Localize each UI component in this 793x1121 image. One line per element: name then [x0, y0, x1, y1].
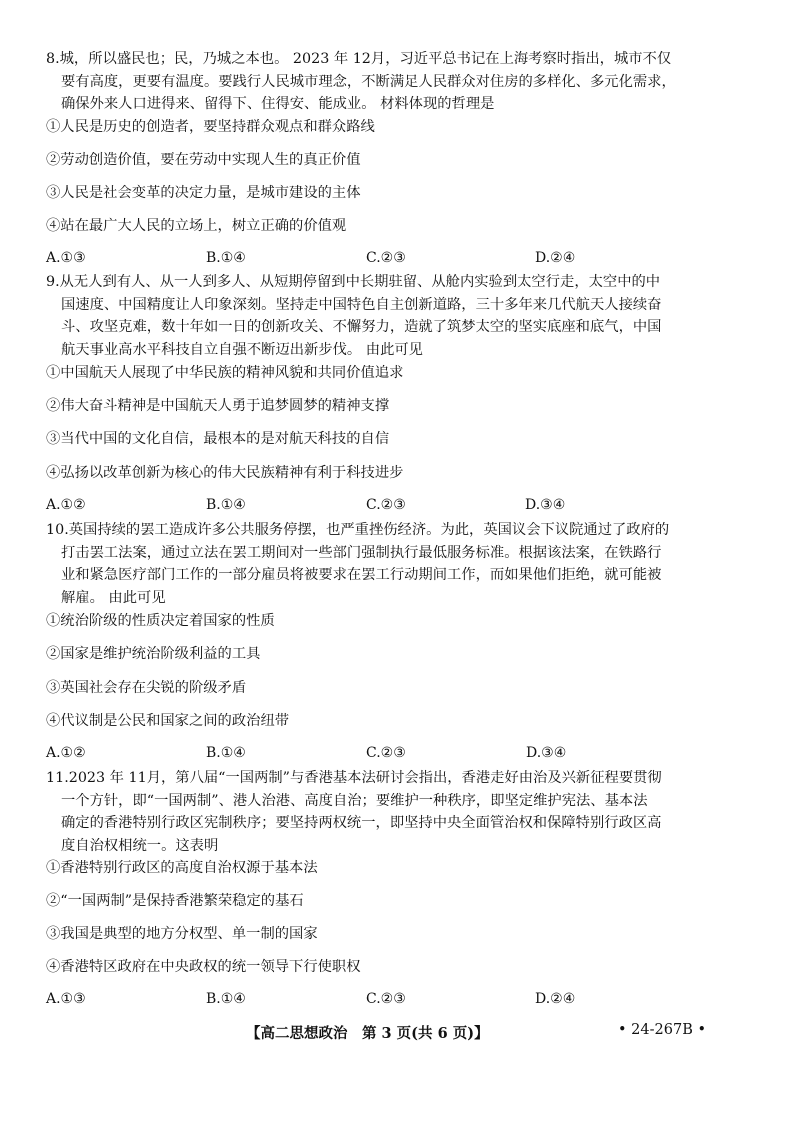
question-stem — [46, 271, 758, 361]
option-b[interactable]: B.①④ — [206, 497, 246, 513]
stem-line: 打击罢工法案，通过立法在罢工期间对一些部门强制执行最低服务标准。根据该法案，在铁路行 — [61, 544, 662, 561]
statement-3: ③我国是典型的地方分权型、单一制的国家 — [46, 926, 318, 942]
question-10 — [46, 519, 758, 761]
statement-3: ③英国社会存在尖锐的阶级矛盾 — [46, 680, 247, 696]
statement-1: ①统治阶级的性质决定着国家的性质 — [46, 613, 275, 629]
stem-line: 要有高度，更要有温度。要践行人民城市理念，不断满足人民群众对住房的多样化、多元化需求， — [61, 73, 676, 90]
statement-1: ①人民是历史的创造者，要坚持群众观点和群众路线 — [46, 119, 375, 135]
statement-2: ②国家是维护统治阶级利益的工具 — [46, 646, 261, 662]
option-a[interactable]: A.①② — [46, 745, 86, 761]
stem-line: 国速度、中国精度让人印象深刻。坚持走中国特色自主创新道路，三十多年来几代航天人接续奋 — [61, 296, 662, 313]
option-c[interactable]: C.②③ — [366, 250, 406, 266]
question-stem — [46, 767, 758, 857]
stem-line: 度自治权相统一。这表明 — [61, 837, 219, 854]
option-d[interactable]: D.②④ — [535, 250, 576, 266]
page-footer — [0, 1022, 793, 1044]
stem-line: 业和紧急医疗部门工作的一部分雇员将被要求在罢工行动期间工作，而如果他们拒绝，就可能被 — [61, 567, 662, 583]
statement-4: ④弘扬以改革创新为核心的伟大民族精神有利于科技进步 — [46, 465, 404, 481]
option-c[interactable]: C.②③ — [366, 497, 406, 513]
statement-2: ②伟大奋斗精神是中国航天人勇于追梦圆梦的精神支撑 — [46, 398, 390, 414]
statement-4: ④站在最广大人民的立场上，树立正确的价值观 — [46, 218, 347, 234]
option-b[interactable]: B.①④ — [206, 991, 246, 1007]
statement-1: ①香港特别行政区的高度自治权源于基本法 — [46, 860, 318, 876]
question-stem — [46, 519, 758, 609]
option-a[interactable]: A.①③ — [46, 991, 86, 1007]
stem-line: 10.英国持续的罢工造成许多公共服务停摆，也严重挫伤经济。为此，英国议会下议院通过了政府的 — [46, 522, 670, 538]
stem-line: 确定的香港特别行政区宪制秩序；要坚持两权统一，即坚持中央全面管治权和保障特别行政区高 — [61, 815, 662, 831]
option-d[interactable]: D.③④ — [525, 497, 566, 513]
statement-2: ②“一国两制”是保持香港繁荣稳定的基石 — [46, 893, 304, 909]
statement-4: ④香港特区政府在中央政权的统一领导下行使职权 — [46, 959, 361, 975]
option-c[interactable]: C.②③ — [366, 745, 406, 761]
question-stem — [46, 48, 758, 116]
option-a[interactable]: A.①③ — [46, 250, 86, 266]
statement-3: ③人民是社会变革的决定力量，是城市建设的主体 — [46, 185, 361, 201]
stem-line: 斗、攻坚克难，数十年如一日的创新攻关、不懈努力，造就了筑梦太空的坚实底座和底气，中国 — [61, 319, 662, 335]
answer-options — [46, 991, 758, 1011]
statement-1: ①中国航天人展现了中华民族的精神风貌和共同价值追求 — [46, 365, 404, 381]
stem-line: 8.城，所以盛民也；民，乃城之本也。 2023 年 12月，习近平总书记在上海考察时指出，城市不仅 — [46, 51, 672, 67]
option-d[interactable]: D.③④ — [526, 745, 567, 761]
answer-options — [46, 497, 758, 517]
question-9 — [46, 271, 758, 513]
option-c[interactable]: C.②③ — [366, 991, 406, 1007]
stem-line: 航天事业高水平科技自立自强不断迈出新步伐。 由此可见 — [61, 341, 423, 358]
stem-line: 11.2023 年 11月，第八届“一国两制”与香港基本法研讨会指出，香港走好由治及兴新征程要贯彻 — [46, 770, 662, 786]
stem-line: 9.从无人到有人、从一人到多人、从短期停留到中长期驻留、从舱内实验到太空行走，太空中的中 — [46, 274, 661, 290]
stem-line: 一个方针，即“一国两制”、港人治港、高度自治；要维护一种秩序，即坚定维护宪法、基本法 — [61, 792, 648, 809]
statement-3: ③当代中国的文化自信，最根本的是对航天科技的自信 — [46, 431, 390, 447]
option-b[interactable]: B.①④ — [206, 745, 246, 761]
footer-code: • 24-267B • — [618, 1022, 707, 1038]
statement-4: ④代议制是公民和国家之间的政治纽带 — [46, 713, 290, 729]
answer-options — [46, 250, 758, 270]
question-11 — [46, 767, 758, 1007]
question-8 — [46, 48, 758, 266]
option-a[interactable]: A.①② — [46, 497, 86, 513]
answer-options — [46, 745, 758, 765]
statement-2: ②劳动创造价值，要在劳动中实现人生的真正价值 — [46, 152, 361, 168]
footer-title: 【高二思想政治 第 3 页(共 6 页)】 — [246, 1025, 489, 1042]
option-b[interactable]: B.①④ — [206, 250, 246, 266]
option-d[interactable]: D.②④ — [535, 991, 576, 1007]
stem-line: 解雇。 由此可见 — [61, 589, 166, 606]
stem-line: 确保外来人口进得来、留得下、住得安、能成业。 材料体现的哲理是 — [61, 96, 495, 112]
